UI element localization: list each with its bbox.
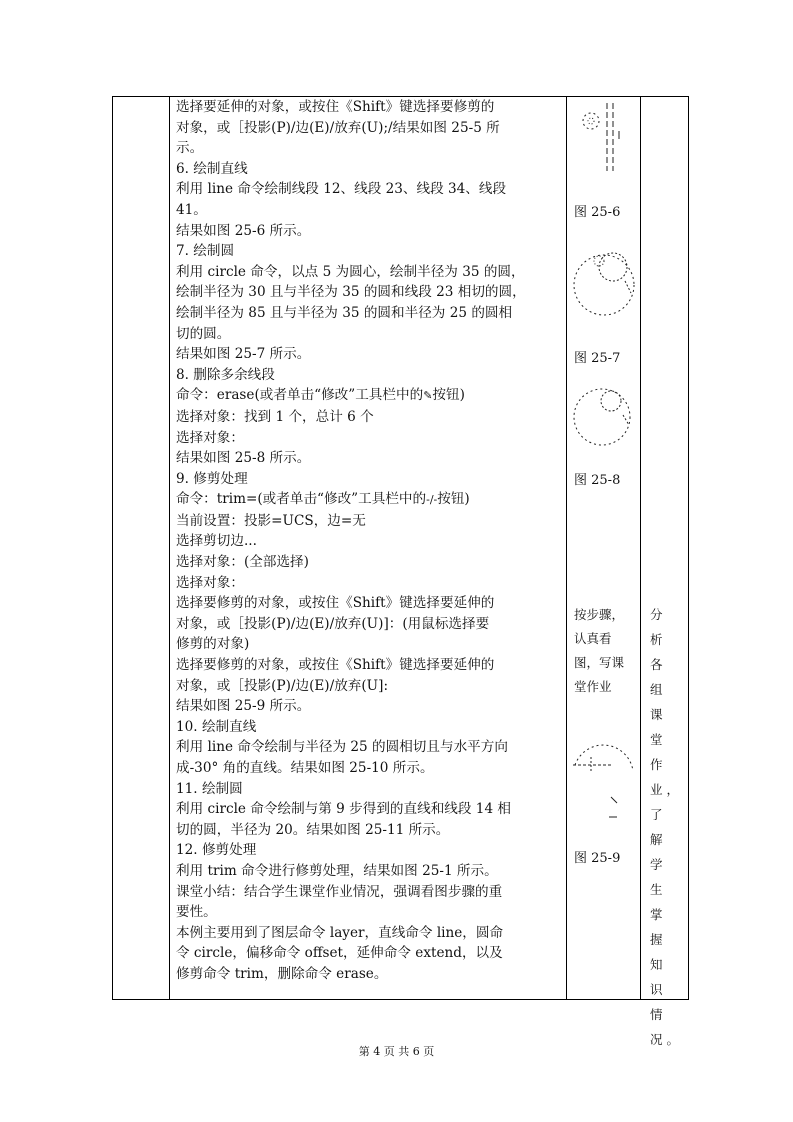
side-note-line: 图，写课 bbox=[574, 655, 625, 670]
text-fragment: 命令：erase(或者单击“修改”工具栏中的 bbox=[176, 387, 424, 404]
side-note-line: 按步骤， bbox=[574, 607, 625, 622]
text-line: 修剪的对象) bbox=[176, 636, 250, 653]
erase-tool-icon: ✎ bbox=[423, 389, 433, 403]
text-line: 选择剪切边... bbox=[176, 533, 257, 550]
analysis-column bbox=[641, 97, 689, 1047]
text-line: 对象，或［投影(P)/边(E)/放弃(U);/结果如图 25-5 所 bbox=[176, 119, 500, 136]
text-line: 结果如图 25-9 所示。 bbox=[176, 698, 311, 715]
text-line: 11. 绘制圆 bbox=[176, 780, 243, 797]
text-line: 利用 circle 命令绘制与第 9 步得到的直线和线段 14 相 bbox=[176, 801, 512, 818]
text-line: 选择对象： bbox=[176, 574, 244, 591]
text-line: 10. 绘制直线 bbox=[176, 718, 257, 735]
figure-25-9-sketch bbox=[571, 743, 639, 827]
text-line: 12. 修剪处理 bbox=[176, 842, 257, 859]
text-fragment: 按钮) bbox=[432, 387, 465, 404]
text-line: 要性。 bbox=[176, 904, 217, 921]
figure-caption: 图 25-8 bbox=[574, 473, 621, 488]
text-fragment: 命令：trim=(或者单击“修改”工具栏中的 bbox=[176, 491, 427, 508]
analysis-line: 作 bbox=[650, 757, 667, 772]
side-note-line: 堂作业 bbox=[574, 679, 612, 694]
page-footer: 第 4 页 共 6 页 bbox=[358, 1045, 435, 1058]
text-line: 结果如图 25-6 所示。 bbox=[176, 222, 311, 239]
empty-column bbox=[113, 97, 170, 1000]
text-line: 9. 修剪处理 bbox=[176, 470, 248, 487]
analysis-line: 了 解 bbox=[650, 807, 667, 847]
text-line: 选择要修剪的对象，或按住《Shift》键选择要延伸的 bbox=[176, 595, 495, 612]
analysis-line: 课 堂 bbox=[650, 707, 667, 747]
text-line: 绘制半径为 30 且与半径为 35 的圆和线段 23 相切的圆， bbox=[176, 284, 526, 301]
text-line bbox=[176, 385, 560, 407]
text-line: 令 circle，偏移命令 offset，延伸命令 extend，以及 bbox=[176, 945, 503, 962]
text-line: 切的圆，半径为 20。结果如图 25-11 所示。 bbox=[176, 821, 450, 838]
text-line: 本例主要用到了图层命令 layer，直线命令 line，圆命 bbox=[176, 924, 504, 941]
figure-caption: 图 25-6 bbox=[574, 205, 621, 220]
analysis-line: 掌 握 bbox=[650, 907, 667, 947]
text-line: 绘制半径为 85 且与半径为 35 的圆和半径为 25 的圆相 bbox=[176, 304, 513, 321]
text-fragment: 按钮) bbox=[437, 491, 470, 508]
text-line: 选择要延伸的对象，或按住《Shift》键选择要修剪的 bbox=[176, 99, 495, 115]
text-line: 选择要修剪的对象，或按住《Shift》键选择要延伸的 bbox=[176, 657, 495, 674]
text-line: 利用 trim 命令进行修剪处理，结果如图 25-1 所示。 bbox=[176, 862, 498, 879]
procedure-text bbox=[170, 97, 567, 1000]
text-line: 成-30° 角的直线。结果如图 25-10 所示。 bbox=[176, 760, 434, 776]
text-line: 结果如图 25-8 所示。 bbox=[176, 450, 311, 467]
analysis-line: 分 析 bbox=[650, 607, 667, 647]
text-line: 当前设置：投影=UCS，边=无 bbox=[176, 512, 366, 529]
side-note-line: 认真看 bbox=[574, 631, 612, 646]
text-line: 对象，或［投影(P)/边(E)/放弃(U)]：(用鼠标选择要 bbox=[176, 615, 490, 632]
side-note bbox=[574, 603, 624, 699]
analysis-line: 情 bbox=[650, 1007, 667, 1022]
analysis-line: 学 生 bbox=[650, 857, 667, 897]
analysis-line: 业， bbox=[650, 782, 684, 797]
figure-caption: 图 25-7 bbox=[574, 351, 621, 366]
lesson-table bbox=[112, 96, 689, 1047]
text-line: 示。 bbox=[176, 140, 204, 157]
figure-25-7-sketch bbox=[571, 247, 637, 319]
text-line: 选择对象：找到 1 个，总计 6 个 bbox=[176, 408, 374, 425]
text-line bbox=[176, 489, 560, 511]
text-line: 41。 bbox=[176, 201, 207, 218]
text-line: 对象，或［投影(P)/边(E)/放弃(U]: bbox=[176, 677, 389, 694]
analysis-line: 知 识 bbox=[650, 957, 667, 997]
figure-25-6-sketch bbox=[577, 101, 627, 173]
analysis-line: 各 组 bbox=[650, 657, 667, 697]
analysis-note bbox=[650, 602, 682, 1052]
text-line: 结果如图 25-7 所示。 bbox=[176, 346, 311, 363]
text-line: 选择对象：(全部选择) bbox=[176, 554, 309, 571]
trim-tool-icon: -/- bbox=[426, 493, 438, 507]
text-line: 8. 删除多余线段 bbox=[176, 366, 275, 383]
figure-column bbox=[567, 97, 641, 1000]
text-line: 修剪命令 trim，删除命令 erase。 bbox=[176, 965, 388, 982]
text-line: 切的圆。 bbox=[176, 325, 231, 342]
text-line: 利用 circle 命令，以点 5 为圆心，绘制半径为 35 的圆， bbox=[176, 263, 525, 280]
text-line: 利用 line 命令绘制与半径为 25 的圆相切且与水平方向 bbox=[176, 739, 508, 756]
figure-caption: 图 25-9 bbox=[574, 851, 621, 866]
text-line: 选择对象： bbox=[176, 429, 244, 446]
analysis-line: 况。 bbox=[650, 1032, 684, 1047]
text-line: 6. 绘制直线 bbox=[176, 160, 248, 177]
figure-25-8-sketch bbox=[571, 385, 637, 451]
text-line: 7. 绘制圆 bbox=[176, 243, 235, 260]
text-line: 利用 line 命令绘制线段 12、线段 23、线段 34、线段 bbox=[176, 181, 507, 198]
text-line: 课堂小结：结合学生课堂作业情况，强调看图步骤的重 bbox=[176, 883, 503, 900]
